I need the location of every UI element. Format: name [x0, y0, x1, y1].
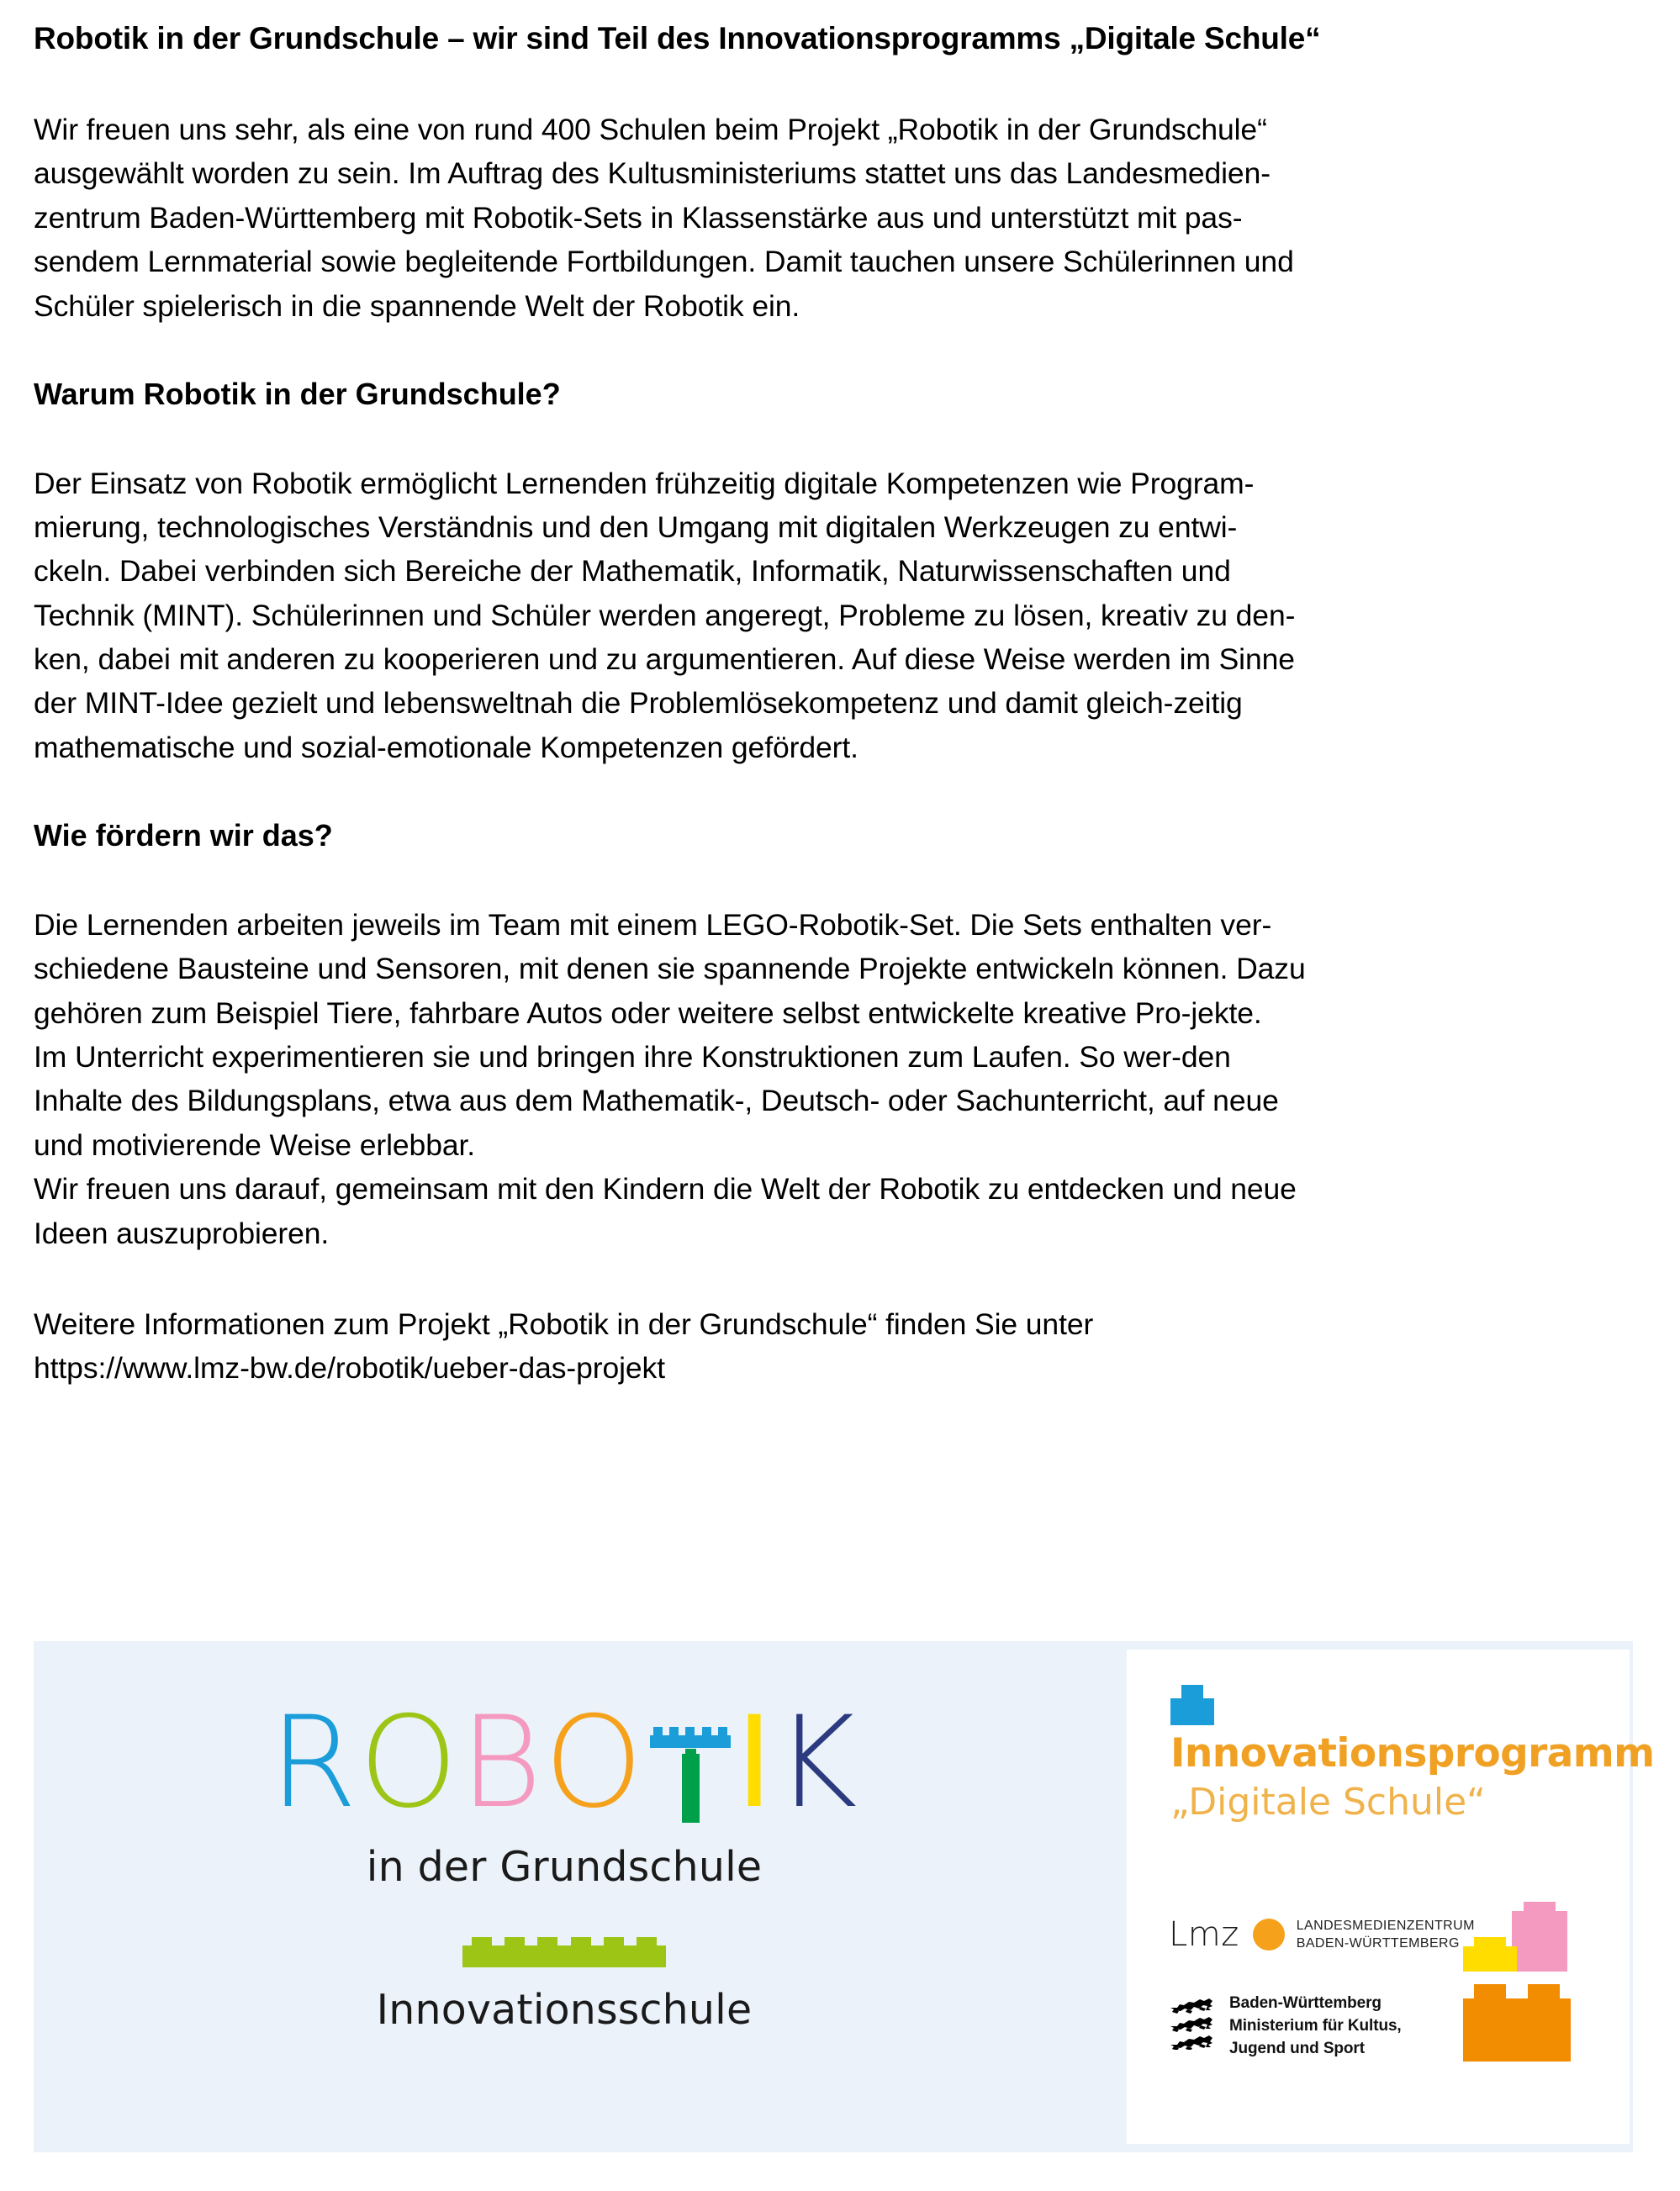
robotik-letter-k: K: [774, 1690, 859, 1836]
robotik-letter-r: R: [269, 1690, 359, 1836]
paragraph-line: Weitere Informationen zum Projekt „Robotik in der Grundschule“ finden Sie unter: [34, 1307, 1094, 1341]
paragraph-line: Technik (MINT). Schülerinnen und Schüler werden angeregt, Probleme zu lösen, kreativ zu den-: [34, 598, 1296, 632]
lego-divider-icon: [462, 1937, 666, 1967]
robotik-letter-t-lego-brick-icon: [650, 1720, 731, 1823]
lmz-wordmark: Lmz: [1169, 1915, 1239, 1955]
robotik-letter-o2: O: [543, 1690, 645, 1836]
robotik-subtitle: in der Grundschule: [366, 1843, 763, 1891]
lmz-subtitle: [1297, 1917, 1475, 1952]
ministry-line-3: Jugend und Sport: [1229, 2039, 1365, 2057]
paragraph-line: Schüler spielerisch in die spannende Welt der Robotik ein.: [34, 288, 800, 323]
lego-stud: [1474, 1984, 1506, 1999]
paragraph-line: Ideen auszuprobieren.: [34, 1216, 330, 1250]
lego-brick-icon: [1170, 1685, 1214, 1725]
robotik-letter-b: B: [459, 1690, 544, 1836]
paragraph-line: schiedene Bausteine und Sensoren, mit denen sie spannende Projekte entwickeln können. Dazu: [34, 952, 1306, 986]
innovationsprogramm-subtitle: „Digitale Schule“: [1170, 1781, 1486, 1824]
lego-body: [1463, 1998, 1571, 2062]
ministry-line-1: Baden-Württemberg: [1229, 1994, 1382, 2012]
paragraph-line: ken, dabei mit anderen zu kooperieren und zu argumentieren. Auf diese Weise werden im Sinne: [34, 642, 1295, 677]
logo-banner: [34, 1641, 1655, 2152]
lmz-line-1: LANDESMEDIENZENTRUM: [1296, 1919, 1475, 1933]
paragraph-line: der MINT-Idee gezielt und lebensweltnah die Problemlösekompetenz und damit gleich-zeitig: [34, 686, 1243, 721]
paragraph-line: sendem Lernmaterial sowie begleitende Fortbildungen. Damit tauchen unsere Schülerinnen und: [34, 245, 1294, 279]
lmz-logo: [1169, 1915, 1475, 1955]
more-info-paragraph: [34, 1302, 1628, 1391]
innovationsprogramm-panel: [1127, 1650, 1655, 2144]
lego-body: [1463, 1946, 1517, 1972]
warum-paragraph: [34, 462, 1628, 770]
lego-body: [1170, 1698, 1214, 1725]
paragraph-line: Der Einsatz von Robotik ermöglicht Lernenden frühzeitig digitale Kompetenzen wie Program-: [34, 466, 1255, 500]
paragraph-line: mierung, technologisches Verständnis und den Umgang mit digitalen Werkzeugen zu entwi-: [34, 510, 1238, 545]
paragraph-line: Die Lernenden arbeiten jeweils im Team mit einem LEGO-Robotik-Set. Die Sets enthalten ver-: [34, 908, 1272, 942]
paragraph-line: ckeln. Dabei verbinden sich Bereiche der Mathematik, Informatik, Naturwissenschaften und: [34, 554, 1231, 589]
lego-body: [462, 1946, 666, 1967]
paragraph-line: zentrum Baden-Württemberg mit Robotik-Sets in Klassenstärke aus und unterstützt mit pas-: [34, 200, 1243, 235]
paragraph-line: und motivierende Weise erlebbar.: [34, 1127, 476, 1162]
baden-wuerttemberg-lions-icon: [1169, 1993, 1218, 2054]
project-link[interactable]: https://www.lmz-bw.de/robotik/ueber-das-projekt: [34, 1351, 665, 1386]
section-heading-warum: Warum Robotik in der Grundschule?: [34, 376, 561, 411]
lego-body: [1512, 1911, 1567, 1972]
innovationsschule-label: Innovationsschule: [376, 1986, 753, 2034]
decorative-lego-bricks: [1463, 1902, 1598, 2087]
lego-stud: [1181, 1685, 1203, 1699]
ministry-text: [1229, 1993, 1402, 2061]
lego-stem: [682, 1754, 700, 1823]
paragraph-line: Inhalte des Bildungsplans, etwa aus dem Mathematik-, Deutsch- oder Sachunterricht, auf neue: [34, 1084, 1279, 1118]
paragraph-line: ausgewählt worden zu sein. Im Auftrag des Kultusministeriums stattet uns das Landesmedien-: [34, 156, 1271, 191]
paragraph-line: mathematische und sozial-emotionale Kompetenzen gefördert.: [34, 730, 858, 764]
paragraph-line: Im Unterricht experimentieren sie und bringen ihre Konstruktionen zum Laufen. So wer-den: [34, 1040, 1231, 1074]
page-title: Robotik in der Grundschule – wir sind Teil des Innovationsprogramms „Digitale Schule“: [34, 21, 1321, 55]
paragraph-line: gehören zum Beispiel Tiere, fahrbare Autos oder weitere selbst entwickelte kreative Pro-jekte.: [34, 995, 1262, 1030]
robotik-wordmark: [34, 1690, 1095, 1836]
intro-paragraph: [34, 108, 1628, 328]
section-heading-wie: Wie fördern wir das?: [34, 818, 333, 853]
ministry-logo: [1169, 1993, 1402, 2061]
paragraph-line: Wir freuen uns darauf, gemeinsam mit den Kindern die Welt der Robotik zu entdecken und neue: [34, 1172, 1297, 1206]
robotik-letter-o1: O: [358, 1690, 460, 1836]
lmz-line-2: BADEN-WÜRTTEMBERG: [1296, 1936, 1460, 1951]
lego-stud: [1528, 1984, 1560, 1999]
robotik-letter-i: I: [735, 1690, 775, 1836]
wie-paragraph: [34, 903, 1628, 1255]
innovationsprogramm-title: Innovationsprogramm: [1170, 1730, 1655, 1777]
lmz-dot-icon: [1253, 1919, 1285, 1951]
paragraph-line: Wir freuen uns sehr, als eine von rund 400 Schulen beim Projekt „Robotik in der Grundschule“: [34, 113, 1267, 147]
robotik-logo-panel: [34, 1641, 1095, 2152]
lego-bar: [650, 1735, 731, 1748]
ministry-line-2: Ministerium für Kultus,: [1229, 2016, 1402, 2035]
